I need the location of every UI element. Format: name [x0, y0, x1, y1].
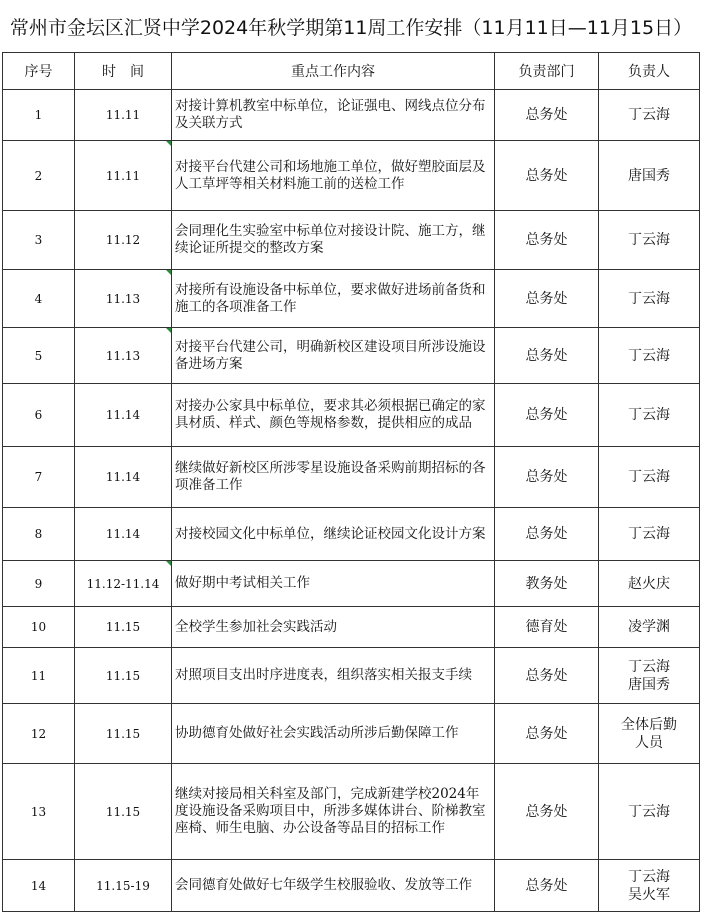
row-time-text: 11.14 [105, 527, 141, 541]
row-dept: 总务处 [495, 211, 599, 270]
header-row [3, 53, 700, 90]
person-name: 赵火庆 [628, 575, 670, 592]
row-content: 对接所有设施设备中标单位，要求做好进场前备货和施工的各项准备工作 [172, 270, 495, 328]
row-time-text: 11.11 [105, 168, 141, 183]
row-time-text: 11.15 [105, 726, 141, 741]
person-name: 唐国秀 [628, 676, 670, 693]
row-seq: 8 [3, 508, 75, 561]
row-dept: 总务处 [495, 328, 599, 384]
row-content: 协助德育处做好社会实践活动所涉后勤保障工作 [172, 704, 495, 764]
row-dept: 总务处 [495, 447, 599, 508]
row-content: 对接平台代建公司和场地施工单位，做好塑胶面层及人工草坪等相关材料施工前的送检工作 [172, 141, 495, 211]
row-time [75, 860, 172, 912]
row-time [75, 90, 172, 141]
table-row [3, 704, 700, 764]
row-seq: 7 [3, 447, 75, 508]
cell-marker-icon [166, 270, 171, 275]
row-seq: 12 [3, 704, 75, 764]
row-time-text: 11.14 [105, 408, 141, 422]
row-content: 会同理化生实验室中标单位对接设计院、施工方，继续论证所提交的整改方案 [172, 211, 495, 270]
row-content: 对接办公家具中标单位，要求其必须根据已确定的家具材质、样式、颜色等规格参数，提供相应的成品 [172, 384, 495, 447]
row-person [599, 704, 700, 764]
row-seq: 13 [3, 764, 75, 860]
row-dept: 总务处 [495, 508, 599, 561]
row-person [599, 211, 700, 270]
person-name: 丁云海 [628, 658, 670, 675]
person-name: 丁云海 [628, 347, 670, 364]
row-time-text: 11.11 [105, 108, 141, 122]
row-time [75, 211, 172, 270]
row-seq: 2 [3, 141, 75, 211]
table-row [3, 607, 700, 648]
row-content: 继续做好新校区所涉零星设施设备采购前期招标的各项准备工作 [172, 447, 495, 508]
header-person: 负责人 [599, 53, 700, 90]
person-name: 丁云海 [628, 107, 670, 123]
row-dept: 德育处 [495, 607, 599, 648]
page-title: 常州市金坛区汇贤中学2024年秋学期第11周工作安排（11月11日—11月15日） [9, 16, 693, 39]
person-name: 丁云海 [628, 526, 670, 542]
row-seq: 11 [3, 648, 75, 704]
person-name: 丁云海 [628, 290, 670, 307]
row-seq: 5 [3, 328, 75, 384]
row-time-text: 11.14 [105, 470, 141, 484]
table-row [3, 648, 700, 704]
table-row [3, 508, 700, 561]
person-name: 丁云海 [628, 232, 670, 248]
table-row [3, 384, 700, 447]
row-seq: 1 [3, 90, 75, 141]
row-time-text: 11.13 [105, 291, 141, 306]
table-row [3, 764, 700, 860]
cell-marker-icon [166, 328, 171, 333]
row-dept: 总务处 [495, 384, 599, 447]
row-time [75, 270, 172, 328]
header-seq: 序号 [3, 53, 75, 90]
row-content: 对照项目支出时序进度表，组织落实相关报支手续 [172, 648, 495, 704]
row-seq: 9 [3, 561, 75, 607]
row-content: 对接平台代建公司，明确新校区建设项目所涉设施设备进场方案 [172, 328, 495, 384]
cell-marker-icon [166, 141, 171, 146]
row-person [599, 447, 700, 508]
row-person [599, 648, 700, 704]
row-person [599, 607, 700, 648]
row-dept: 总务处 [495, 704, 599, 764]
person-name: 丁云海 [628, 803, 670, 820]
person-name: 丁云海 [628, 407, 670, 423]
row-time-text: 11.15 [105, 620, 141, 634]
table-row [3, 860, 700, 912]
row-dept: 教务处 [495, 561, 599, 607]
row-dept: 总务处 [495, 764, 599, 860]
table-row [3, 141, 700, 211]
row-person [599, 90, 700, 141]
person-name: 丁云海 [628, 469, 670, 485]
row-time-text: 11.15-19 [96, 878, 150, 893]
table-row [3, 328, 700, 384]
row-time [75, 764, 172, 860]
row-person [599, 384, 700, 447]
row-dept: 总务处 [495, 90, 599, 141]
table-row [3, 90, 700, 141]
cell-marker-icon [166, 561, 171, 566]
row-dept: 总务处 [495, 860, 599, 912]
work-schedule-table [2, 52, 700, 912]
row-time-text: 11.15 [105, 804, 141, 819]
header-dept: 负责部门 [495, 53, 599, 90]
row-seq: 3 [3, 211, 75, 270]
person-name: 人员 [635, 734, 663, 751]
row-content: 继续对接局相关科室及部门，完成新建学校2024年度设施设备采购项目中，所涉多媒体讲台、阶梯教室座椅、师生电脑、办公设备等品目的招标工作 [172, 764, 495, 860]
row-person [599, 328, 700, 384]
row-person [599, 561, 700, 607]
row-seq: 6 [3, 384, 75, 447]
row-time [75, 141, 172, 211]
row-person [599, 141, 700, 211]
row-dept: 总务处 [495, 648, 599, 704]
row-seq: 4 [3, 270, 75, 328]
row-time [75, 561, 172, 607]
table-row [3, 561, 700, 607]
row-time-text: 11.15 [105, 668, 141, 683]
person-name: 凌学渊 [628, 619, 670, 635]
person-name: 全体后勤 [621, 716, 677, 733]
row-time [75, 447, 172, 508]
table-row [3, 270, 700, 328]
row-content: 对接计算机教室中标单位，论证强电、网线点位分布及关联方式 [172, 90, 495, 141]
row-person [599, 764, 700, 860]
row-time [75, 648, 172, 704]
row-time-text: 11.13 [105, 348, 141, 363]
row-person [599, 860, 700, 912]
row-time [75, 384, 172, 447]
row-content: 做好期中考试相关工作 [172, 561, 495, 607]
row-seq: 10 [3, 607, 75, 648]
row-seq: 14 [3, 860, 75, 912]
row-content: 会同德育处做好七年级学生校服验收、发放等工作 [172, 860, 495, 912]
row-time [75, 328, 172, 384]
row-person [599, 508, 700, 561]
row-content: 全校学生参加社会实践活动 [172, 607, 495, 648]
row-time [75, 607, 172, 648]
table-row [3, 211, 700, 270]
row-time-text: 11.12-11.14 [86, 576, 160, 591]
row-time [75, 508, 172, 561]
row-dept: 总务处 [495, 270, 599, 328]
row-person [599, 270, 700, 328]
row-content: 对接校园文化中标单位，继续论证校园文化设计方案 [172, 508, 495, 561]
person-name: 吴火军 [628, 886, 670, 903]
row-time [75, 704, 172, 764]
header-time: 时 间 [75, 53, 172, 90]
person-name: 唐国秀 [628, 167, 670, 184]
header-content: 重点工作内容 [172, 53, 495, 90]
table-row [3, 447, 700, 508]
person-name: 丁云海 [628, 868, 670, 885]
row-time-text: 11.12 [105, 233, 141, 247]
row-dept: 总务处 [495, 141, 599, 211]
